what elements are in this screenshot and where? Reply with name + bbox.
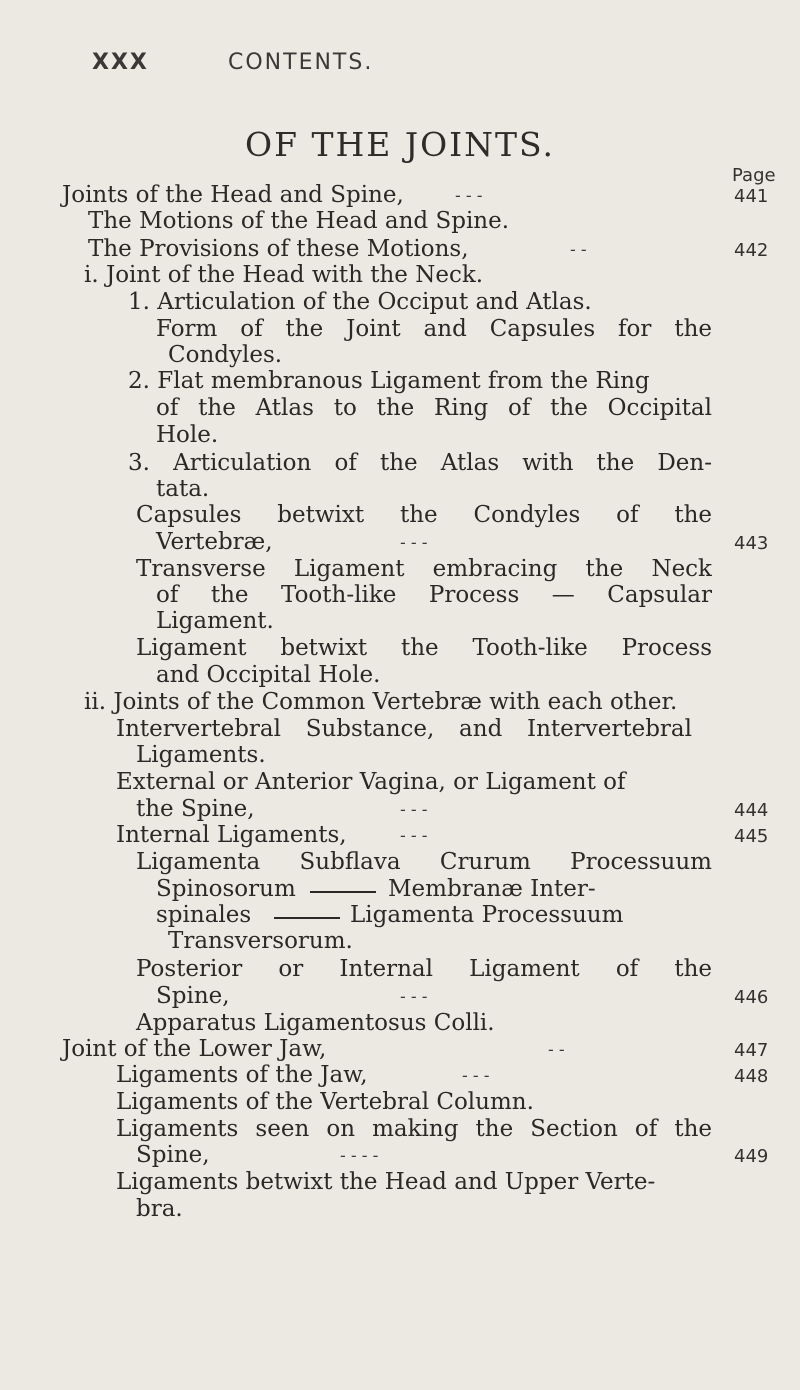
leader-dashes: - - - — [400, 800, 428, 819]
toc-entry: Posterior or Internal Ligament of the — [136, 956, 712, 982]
leader-dashes: - - - — [400, 987, 428, 1006]
toc-entry: The Motions of the Head and Spine. — [88, 208, 510, 234]
page-number: 442 — [734, 240, 769, 261]
leader-dashes: - - - — [462, 1066, 490, 1085]
page-number: 447 — [734, 1040, 769, 1061]
running-title: CONTENTS. — [228, 50, 374, 75]
leader-dashes: - - — [548, 1040, 565, 1059]
toc-entry: Spinosorum — [156, 876, 296, 902]
toc-entry: Capsules betwixt the Condyles of the — [136, 502, 712, 528]
toc-entry: Ligaments betwixt the Head and Upper Verte- — [116, 1169, 656, 1195]
leader-dashes: - - - — [455, 186, 483, 205]
toc-entry: Vertebræ, — [156, 529, 273, 555]
toc-entry-continuation: Ligamenta Processuum — [350, 902, 624, 928]
toc-entry: Intervertebral Substance, and Intervertebral — [116, 716, 692, 742]
toc-entry: spinales — [156, 902, 252, 928]
toc-entry: Hole. — [156, 422, 219, 448]
page-number: 446 — [734, 987, 769, 1008]
toc-entry: Apparatus Ligamentosus Colli. — [136, 1010, 495, 1036]
toc-entry: Ligament. — [156, 608, 274, 634]
toc-entry: ii. Joints of the Common Vertebræ with each other. — [84, 689, 678, 715]
leader-dashes: - - — [570, 240, 587, 259]
toc-entry: tata. — [156, 476, 210, 502]
toc-entry: Internal Ligaments, — [116, 822, 347, 848]
em-dash-rule — [274, 917, 340, 919]
toc-entry: of the Tooth-like Process — Capsular — [156, 582, 712, 608]
toc-entry: Ligaments of the Vertebral Column. — [116, 1089, 534, 1115]
em-dash-rule — [310, 891, 376, 893]
leader-dashes: - - - — [400, 826, 428, 845]
toc-entry: of the Atlas to the Ring of the Occipital — [156, 395, 712, 421]
leader-dashes: - - - - — [340, 1146, 379, 1165]
toc-entry: The Provisions of these Motions, — [88, 236, 469, 262]
toc-entry: Condyles. — [168, 342, 283, 368]
page-column-label: Page — [732, 165, 776, 186]
toc-entry: Ligaments of the Jaw, — [116, 1062, 368, 1088]
toc-entry: Joints of the Head and Spine, — [62, 182, 404, 208]
toc-entry: Form of the Joint and Capsules for the — [156, 316, 712, 342]
toc-entry: 1. Articulation of the Occiput and Atlas. — [128, 289, 592, 315]
section-title: OF THE JOINTS. — [245, 125, 555, 164]
leader-dashes: - - - — [400, 533, 428, 552]
toc-entry: Spine, — [156, 983, 230, 1009]
toc-entry: Ligaments. — [136, 742, 266, 768]
toc-entry: Transversorum. — [168, 928, 353, 954]
toc-entry: Transverse Ligament embracing the Neck — [136, 556, 712, 582]
page-number: 448 — [734, 1066, 769, 1087]
page-number: 445 — [734, 826, 769, 847]
toc-entry: 3. Articulation of the Atlas with the Den- — [128, 450, 712, 476]
toc-entry: Ligament betwixt the Tooth-like Process — [136, 635, 712, 661]
toc-entry-continuation: Membranæ Inter- — [388, 876, 596, 902]
page-roman-numeral: XXX — [92, 50, 149, 75]
toc-entry: 2. Flat membranous Ligament from the Ring — [128, 368, 650, 394]
page-number: 443 — [734, 533, 769, 554]
page-number: 449 — [734, 1146, 769, 1167]
toc-entry: Joint of the Lower Jaw, — [62, 1036, 327, 1062]
toc-entry: Ligamenta Subflava Crurum Processuum — [136, 849, 712, 875]
page-number: 441 — [734, 186, 769, 207]
toc-entry: Spine, — [136, 1142, 210, 1168]
toc-entry: the Spine, — [136, 796, 255, 822]
toc-entry: and Occipital Hole. — [156, 662, 381, 688]
toc-entry: Ligaments seen on making the Section of the — [116, 1116, 712, 1142]
page-number: 444 — [734, 800, 769, 821]
toc-entry: i. Joint of the Head with the Neck. — [84, 262, 484, 288]
toc-entry: External or Anterior Vagina, or Ligament of — [116, 769, 626, 795]
toc-entry: bra. — [136, 1196, 183, 1222]
